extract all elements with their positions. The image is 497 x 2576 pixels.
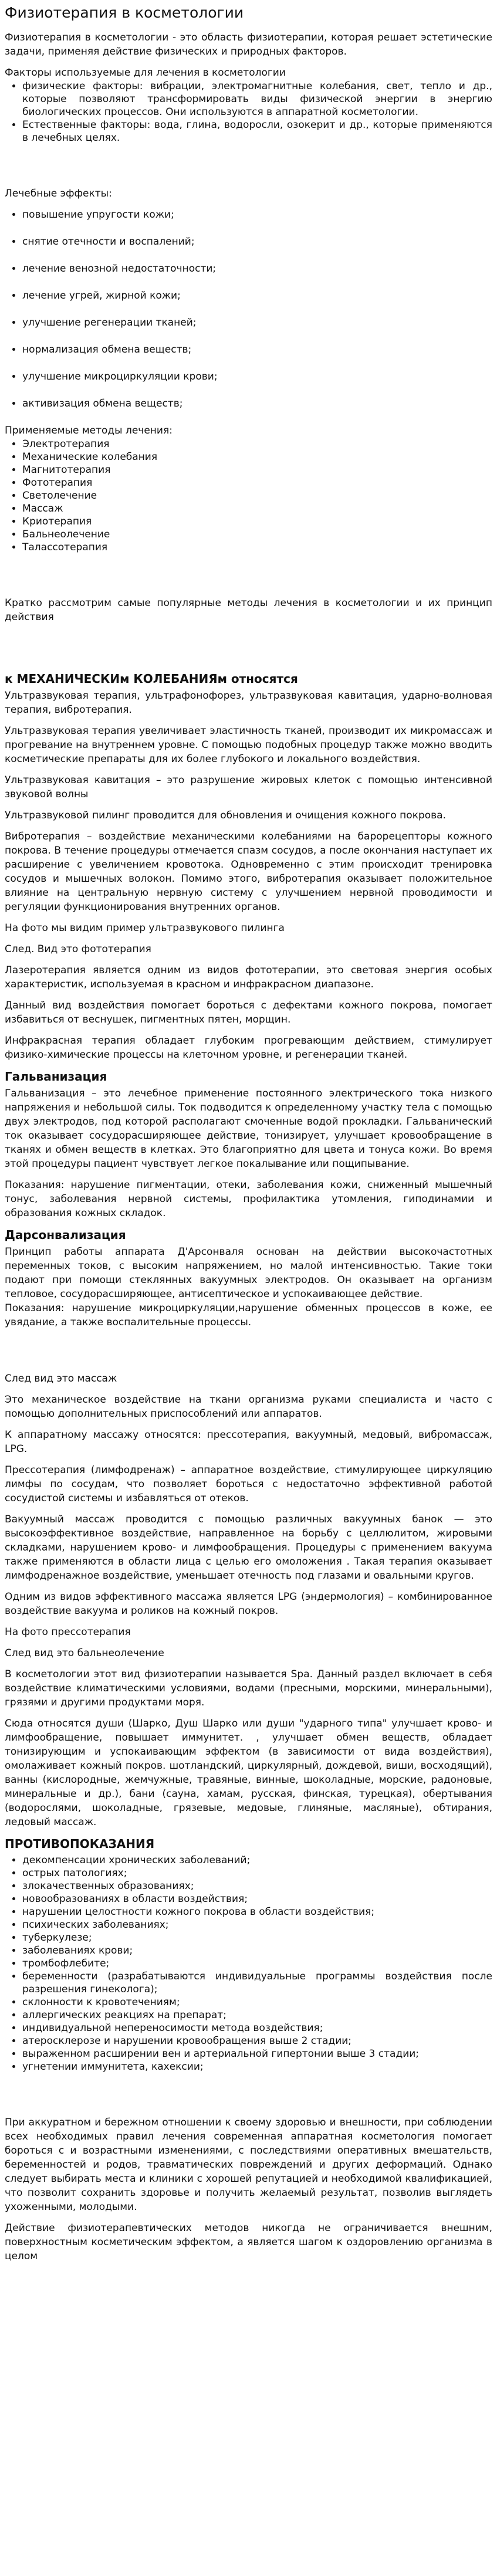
mechanical-paragraph: Ультразвуковая терапия, ультрафонофорез, ультразвуковая кавитация, ударно-волновая терапия, вибротерапия. <box>5 690 492 716</box>
photo-caption: На фото прессотерапия <box>5 1626 131 1638</box>
cavitation-paragraph: Ультразвуковая кавитация – это разрушение жировых клеток с помощью интенсивной звуковой волны <box>5 774 492 800</box>
list-item: • острых патологиях; <box>22 1867 492 1880</box>
ultrasound-paragraph: Ультразвуковая терапия увеличивает эластичность тканей, производит их микромассаж и прогревание на внутреннем уровне. С помощью подобных процедур также можно вводить косметические препараты для их более глубокого и локального воздействия. <box>5 725 492 765</box>
page-title: Физиотерапия в косметологии <box>5 4 244 21</box>
next-section-note: След. Вид это фототерапия <box>5 943 151 955</box>
photo-caption: На фото мы видим пример ультразвукового пилинга <box>5 922 285 934</box>
list-item: • тромбофлебите; <box>22 1957 492 1970</box>
list-item: • Механические колебания <box>22 451 492 463</box>
list-item: • улучшение регенерации тканей; <box>22 316 492 330</box>
list-item: • заболеваниях крови; <box>22 1944 492 1957</box>
hardware-massage-paragraph: К аппаратному массажу относятся: прессотерапия, вакуумный, медовый, вибромассаж, LPG. <box>5 1429 492 1455</box>
laser-paragraph: Лазеротерапия является одним из видов фототерапии, это световая энергия особых характеристик, используемая в красном и инфракрасном диапазоне. <box>5 964 492 990</box>
laser-effect-paragraph: Данный вид воздействия помогает бороться с дефектами кожного покрова, помогает избавиться от веснушек, пигментных пятен, морщин. <box>5 1000 492 1025</box>
list-item: • физические факторы: вибрации, электромагнитные колебания, свет, тепло и др., которые позволяют трансформировать виды физической энергии в энергию биологических процессов. Они используются в аппаратной косметологии. <box>22 80 492 119</box>
lpg-paragraph: Одним из видов эффективного массажа является LPG (эндермология) – комбинированное воздействие вакуума и роликов на кожный покров. <box>5 1591 492 1617</box>
methods-heading: Применяемые методы лечения: <box>5 425 173 436</box>
methods-list <box>5 438 492 554</box>
vibrotherapy-paragraph: Вибротерапия – воздействие механическими колебаниями на барорецепторы кожного покрова. В течение процедуры отмечается спазм сосудов, а после окончания наступает их расширение с увеличением кровотока. Одновременно с этим происходит тренировка сосудов и мышечных волокон. Помимо этого, вибротерапия оказывает положительное влияние на центральную нервную систему с улучшением нервной проводимости и регуляции функционирования внутренних органов. <box>5 831 492 913</box>
next-section-note: След вид это массаж <box>5 1373 117 1385</box>
summary-paragraph: Кратко рассмотрим самые популярные методы лечения в косметологии и их принцип действия <box>5 597 492 623</box>
conclusion-paragraph: Действие физиотерапевтических методов никогда не ограничивается внешним, поверхностным косметическим эффектом, а является шагом к оздоровлению организма в целом <box>5 2222 492 2262</box>
peeling-paragraph: Ультразвуковой пилинг проводится для обновления и очищения кожного покрова. <box>5 810 447 821</box>
pressotherapy-paragraph: Прессотерапия (лимфодренаж) – аппаратное воздействие, стимулирующее циркуляцию лимфы по сосудам, что позволяет бороться с недостаточно эффективной работой сосудистой системы и избавляться от отеков. <box>5 1464 492 1504</box>
darsonval-heading: Дарсонвализация <box>5 1228 126 1242</box>
massage-paragraph: Это механическое воздействие на ткани организма руками специалиста и часто с помощью дополнительных приспособлений или аппаратов. <box>5 1394 492 1420</box>
darsonval-paragraph: Принцип работы аппарата Д'Арсонваля основан на действии высокочастотных переменных токов, с высоким напряжением, но малой интенсивностью. Такие токи подают при помощи стеклянных вакуумных электродов. Он оказывает на организм тепловое, сосудорасширяющее, антисептическое и успокаивающее действие. <box>5 1246 492 1300</box>
list-item: • Электротерапия <box>22 438 492 451</box>
next-section-note: След вид это бальнеолечение <box>5 1647 164 1659</box>
effects-list <box>5 208 492 411</box>
contraindications-list <box>5 1854 492 2073</box>
list-item: • Фототерапия <box>22 476 492 489</box>
list-item: • Светолечение <box>22 489 492 502</box>
contraindications-heading: ПРОТИВОПОКАЗАНИЯ <box>5 1837 155 1851</box>
list-item: • нормализация обмена веществ; <box>22 343 492 357</box>
list-item: • аллергических реакциях на препарат; <box>22 2009 492 2022</box>
spa-paragraph: В косметологии этот вид физиотерапии называется Spa. Данный раздел включает в себя воздействие климатическими условиями, водами (пресными, морскими, минеральными), грязями и другими продуктами моря. <box>5 1668 492 1708</box>
list-item: • снятие отечности и воспалений; <box>22 235 492 249</box>
factors-heading: Факторы используемые для лечения в косметологии <box>5 67 286 79</box>
list-item: • склонности к кровотечениям; <box>22 1996 492 2009</box>
list-item: • злокачественных образованиях; <box>22 1880 492 1893</box>
list-item: • угнетении иммунитета, кахексии; <box>22 2060 492 2073</box>
infrared-paragraph: Инфракрасная терапия обладает глубоким прогревающим действием, стимулирует физико-химические процессы на клеточном уровне, и регенерации тканей. <box>5 1035 492 1061</box>
list-item: • индивидуальной непереносимости метода воздействия; <box>22 2022 492 2035</box>
list-item: • лечение угрей, жирной кожи; <box>22 289 492 303</box>
list-item: • Естественные факторы: вода, глина, водоросли, озокерит и др., которые применяются в лечебных целях. <box>22 119 492 144</box>
effects-heading: Лечебные эффекты: <box>5 188 112 199</box>
list-item: • нарушении целостности кожного покрова в области воздействия; <box>22 1905 492 1918</box>
darsonval-indications: Показания: нарушение микроциркуляции,нарушение обменных процессов в коже, ее увядание, а также воспалительные процессы. <box>5 1302 492 1328</box>
list-item: • новообразованиях в области воздействия; <box>22 1893 492 1905</box>
list-item: • активизация обмена веществ; <box>22 397 492 411</box>
spa-list-paragraph: Сюда относятся души (Шарко, Душ Шарко или души "ударного типа" улучшает крово- и лимфообращение, повышает иммунитет. , улучшает обмен веществ, обладает тонизирующим и успокаивающим эффектом (в зависимости от вида воздействия), омолаживает кожный покров. шотландский, циркулярный, дождевой, виши, восходящий), ванны (кислородные, жемчужные, травяные, винные, шоколадные, морские, радоновые, минеральные и др.), бани (сауна, хамам, русская, финская, турецкая), обертывания (водорослями, шоколадные, грязевые, медовые, глиняные, масляные), обтирания, ледовый массаж. <box>5 1718 492 1828</box>
list-item: • Массаж <box>22 502 492 515</box>
list-item: • туберкулезе; <box>22 1931 492 1944</box>
list-item: • беременности (разрабатываются индивидуальные программы воздействия после разрешения гинеколога); <box>22 1970 492 1996</box>
article <box>0 4 497 2263</box>
galvanization-indications: Показания: нарушение пигментации, отеки, заболевания кожи, сниженный мышечный тонус, заболевания нервной системы, профилактика утомления, гиподинамии и образования кожных складок. <box>5 1179 492 1219</box>
list-item: • повышение упругости кожи; <box>22 208 492 222</box>
list-item: • атеросклерозе и нарушении кровообращения выше 2 стадии; <box>22 2035 492 2047</box>
list-item: • Магнитотерапия <box>22 463 492 476</box>
list-item: • декомпенсации хронических заболеваний; <box>22 1854 492 1867</box>
list-item: • Бальнеолечение <box>22 528 492 541</box>
list-item: • выраженном расширении вен и артериальной гипертонии выше 3 стадии; <box>22 2047 492 2060</box>
list-item: • улучшение микроциркуляции крови; <box>22 370 492 384</box>
list-item: • Талассотерапия <box>22 541 492 554</box>
mechanical-heading: к МЕХАНИЧЕСКИм КОЛЕБАНИЯм относятся <box>5 672 298 686</box>
intro-paragraph: Физиотерапия в косметологии - это область физиотерапии, которая решает эстетические задачи, применяя действие физических и природных факторов. <box>5 32 492 57</box>
galvanization-paragraph: Гальванизация – это лечебное применение постоянного электрического тока низкого напряжения и небольшой силы. Ток подводится к определенному участку тела с помощью двух электродов, под которой располагают смоченные водой прокладки. Гальванический ток оказывает сосудорасширяющее действие, тонизирует, улучшает кровообращение в тканях и обмен веществ в клетках. Это благоприятно для цвета и тонуса кожи. Во время этой процедуры пациент чувствует легкое покалывание или пощипывание. <box>5 1088 492 1170</box>
list-item: • Криотерапия <box>22 515 492 528</box>
galvanization-heading: Гальванизация <box>5 1069 107 1084</box>
conclusion-paragraph: При аккуратном и бережном отношении к своему здоровью и внешности, при соблюдении всех необходимых правил лечения современная аппаратная косметология помогает бороться с и возрастными изменениями, с последствиями оперативных вмешательств, беременностей и родов, травматических повреждений и других деформаций. Однако следует выбирать места и клиники с хорошей репутацией и необходимой квалификацией, что позволит сохранить здоровье и получить желаемый результат, позволив выглядеть ухоженными, молодыми. <box>5 2117 492 2213</box>
list-item: • лечение венозной недостаточности; <box>22 262 492 276</box>
vacuum-paragraph: Вакуумный массаж проводится с помощью различных вакуумных банок — это высокоэффективное воздействие, направленное на борьбу с целлюлитом, жировыми складками, нарушением крово- и лимфообращения. Процедуры с применением вакуума также применяются в области лица с целью его омоложения . Такая терапия оказывает лимфодренажное воздействие, уменьшает отечность под глазами и овальными кругов. <box>5 1514 492 1582</box>
list-item: • психических заболеваниях; <box>22 1918 492 1931</box>
factors-list <box>5 80 492 144</box>
